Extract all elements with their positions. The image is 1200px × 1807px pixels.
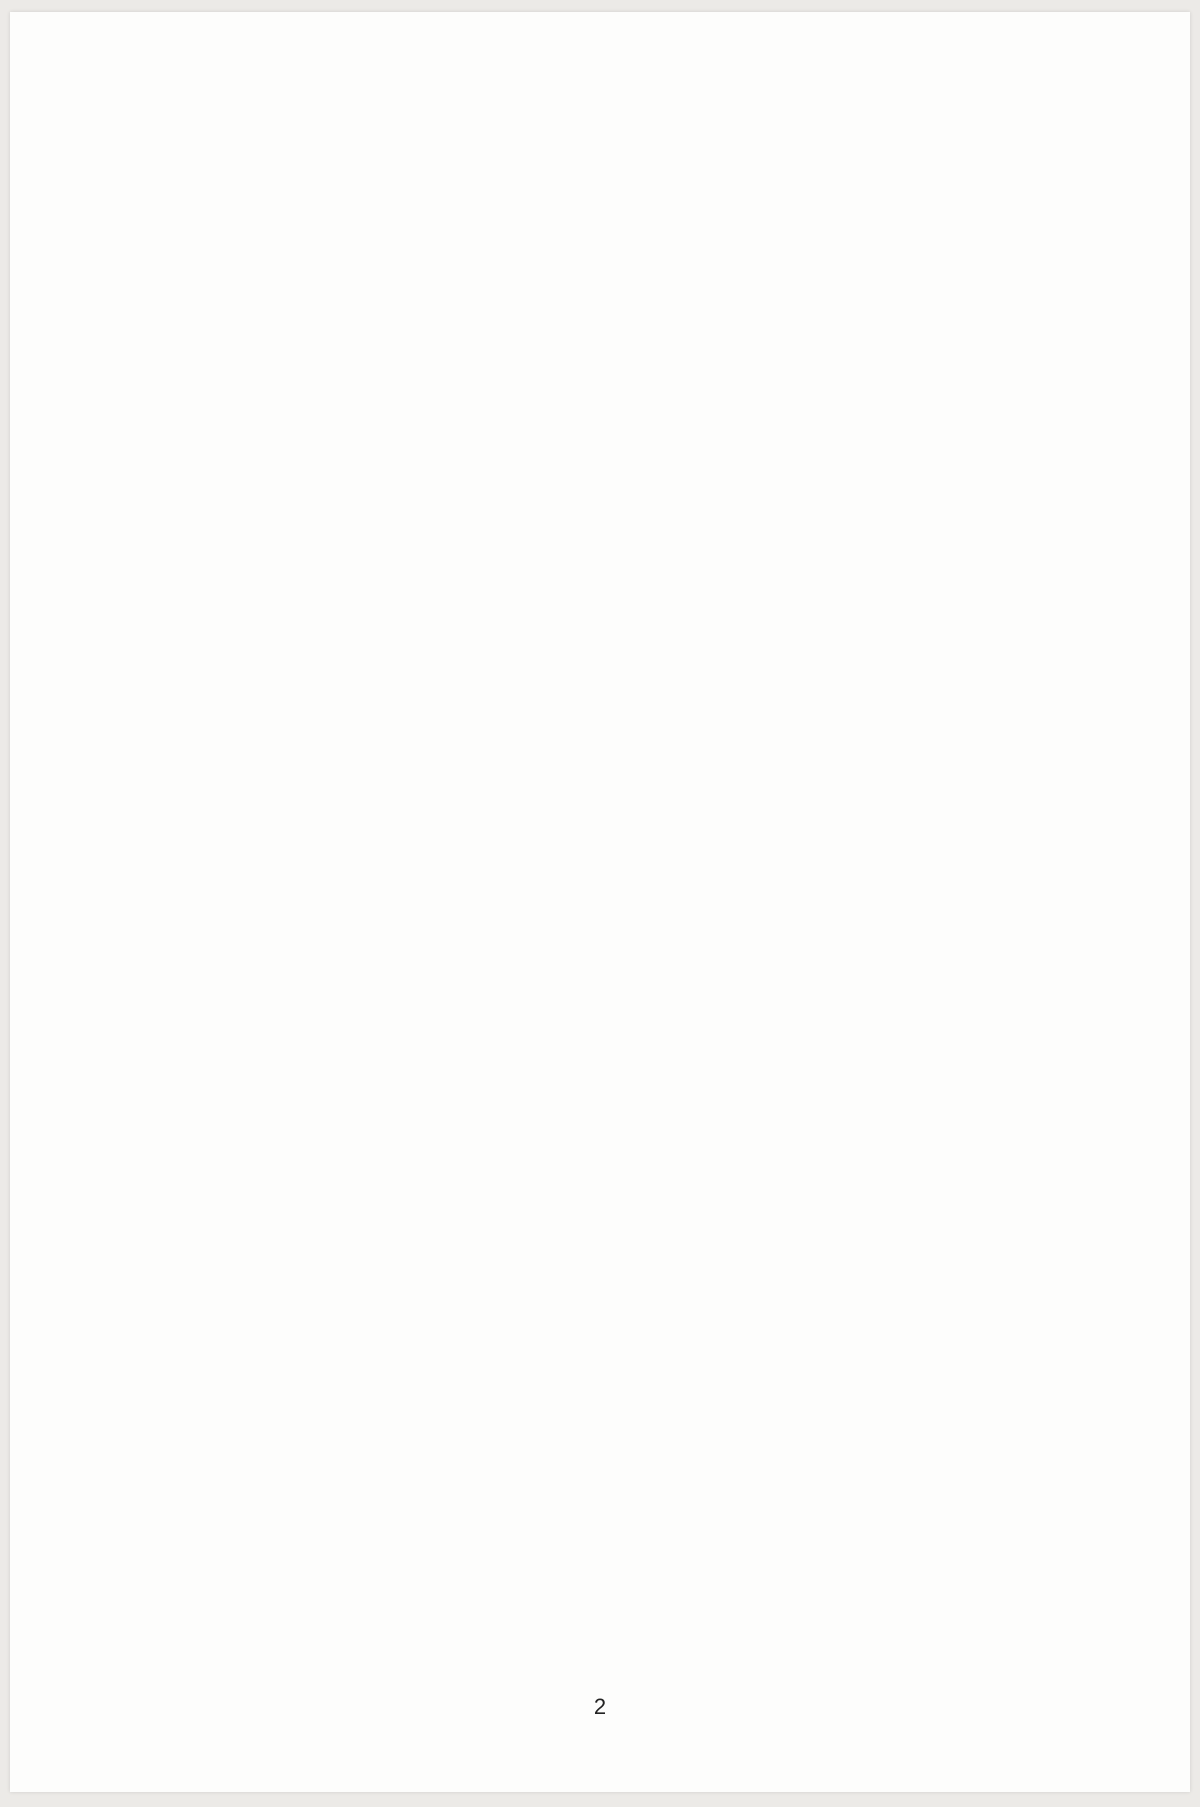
paragraph-1 bbox=[155, 78, 1120, 115]
paragraph-6 bbox=[155, 263, 1120, 300]
paragraph-3 bbox=[155, 152, 1120, 189]
paragraph-5 bbox=[155, 226, 1120, 263]
paragraph-2 bbox=[155, 115, 1120, 152]
document-body bbox=[155, 78, 1120, 300]
paragraph-4 bbox=[155, 189, 1120, 226]
page-number: 2 bbox=[593, 1694, 607, 1719]
document-page bbox=[10, 12, 1190, 1792]
